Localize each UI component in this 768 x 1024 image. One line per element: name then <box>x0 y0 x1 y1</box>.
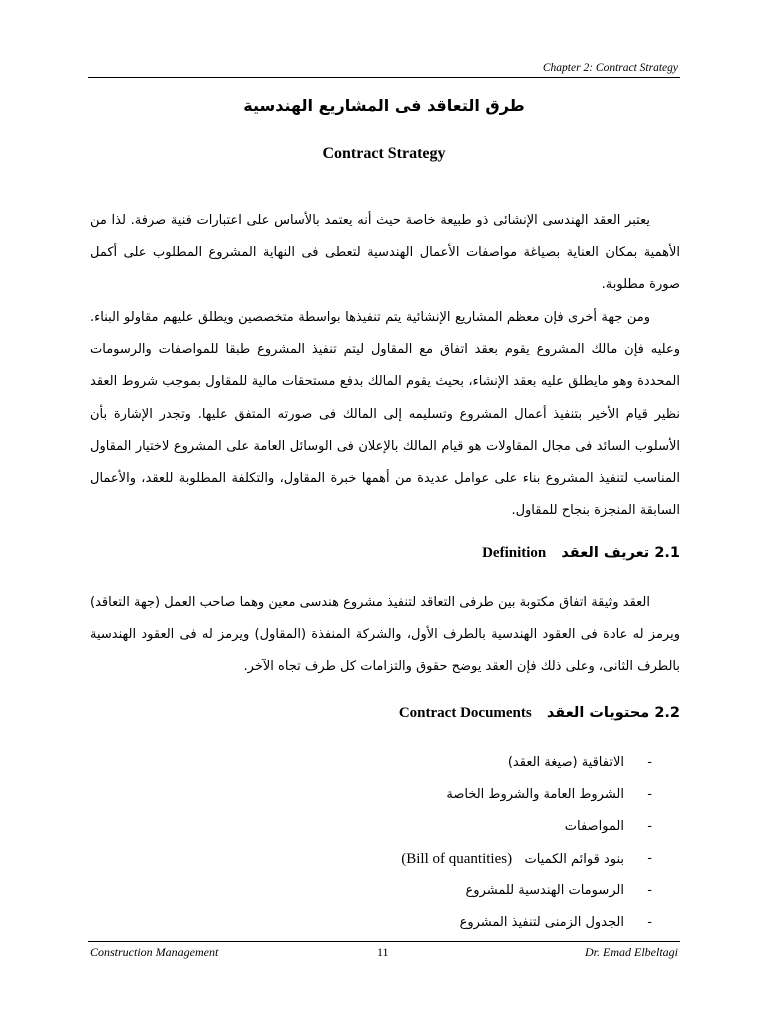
list-item: - المواصفات <box>564 819 652 834</box>
intro-paragraph-2: ومن جهة أخرى فإن معظم المشاريع الإنشائية يتم تنفيذها بواسطة متخصصين ويطلق عليهم مقاولو البناء. وعليه فإن مالك المشروع يقوم بعقد اتفاق مع المقاول ليتم تنفيذ المشروع طبقا للمواصفات والرسومات المحددة وهو مايطلق عليه بعقد الإنشاء، بحيث يقوم المالك بدفع مستحقات مالية للمقاول بموجب شروط العقد نظير قيام الأخير بتنفيذ أعمال المشروع وتسليمه إلى المالك فى صورته المتفق عليها. وتجدر الإشارة بأن الأسلوب السائد فى مجال المقاولات هو قيام المالك بالإعلان فى الوسائل العامة على المشروع لاختيار المقاول المناسب لتنفيذ المشروع بناء على عوامل عديدة من أهمها خبرة المقاول، والتكلفة المطلوبة للعقد، والأعمال السابقة المنجزة بنجاح للمقاول. <box>90 310 680 519</box>
section-number: 2.2 <box>654 705 680 721</box>
section-title-arabic: تعريف العقد <box>561 545 650 561</box>
section-title-english: Definition <box>482 545 547 561</box>
list-item: - الجدول الزمنى لتنفيذ المشروع <box>459 915 652 930</box>
list-item: - الشروط العامة والشروط الخاصة <box>446 787 652 802</box>
list-item: - بنود قوائم الكميات (Bill of quantities) <box>401 851 652 867</box>
contract-documents-list <box>401 747 652 939</box>
list-item: - الاتفاقية (صيغة العقد) <box>507 755 652 770</box>
definition-paragraph: العقد وثيقة اتفاق مكتوبة بين طرفى التعاقد لتنفيذ مشروع هندسى معين وهما صاحب العمل (جهة التعاقد) ويرمز له عادة فى العقود الهندسية بالطرف الأول، والشركة المنفذة (المقاول) ويرمز له فى العقود الهندسية بالطرف الثانى، وعلى ذلك فإن العقد يوضح حقوق والتزامات كل طرف تجاه الآخر. <box>90 595 680 675</box>
english-term: (Bill of quantities) <box>401 851 513 867</box>
page-number: 11 <box>377 945 389 959</box>
list-item: - الرسومات الهندسية للمشروع <box>465 883 652 898</box>
footer-rule <box>88 941 680 942</box>
section-heading-definition <box>90 545 680 562</box>
running-head: Chapter 2: Contract Strategy <box>542 62 678 74</box>
footer-author: Dr. Emad Elbeltagi <box>585 945 678 959</box>
section-heading-contract-documents <box>90 705 680 722</box>
header-rule <box>88 77 680 78</box>
section-title-arabic: محتويات العقد <box>546 705 650 721</box>
footer-course-title: Construction Management <box>90 945 219 959</box>
section-number: 2.1 <box>654 545 680 561</box>
section-title-english: Contract Documents <box>398 705 532 721</box>
page-title-arabic: طرق التعاقد فى المشاريع الهندسية <box>243 96 525 115</box>
page-title-english: Contract Strategy <box>322 145 446 162</box>
intro-paragraph-1: يعتبر العقد الهندسى الإنشائى ذو طبيعة خاصة حيث أنه يعتمد بالأساس على اعتبارات فنية صرفة. لذا من الأهمية بمكان العناية بصياغة مواصفات الأعمال الهندسية لتعطى فى النهاية المشروع المطلوب على أكمل صورة مطلوبة. <box>90 213 680 293</box>
